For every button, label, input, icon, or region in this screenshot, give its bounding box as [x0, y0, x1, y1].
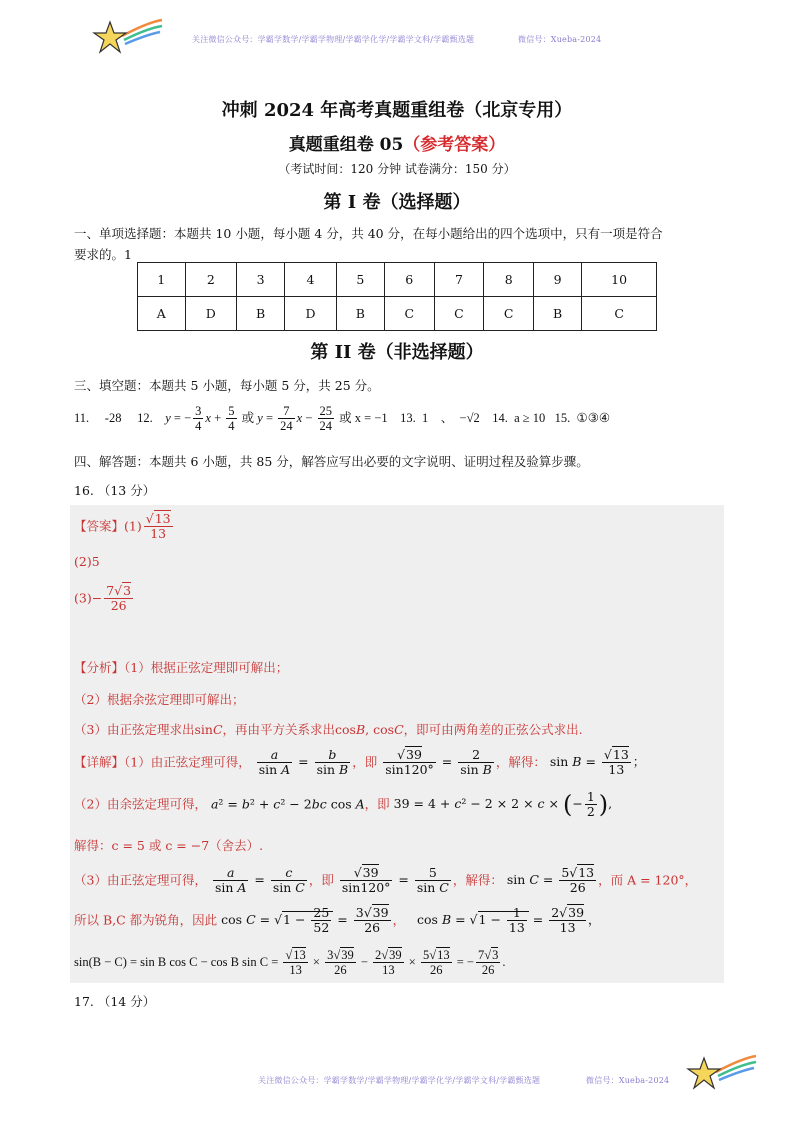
- table-cell: 8: [484, 263, 534, 297]
- q12-or-1: 或: [241, 410, 255, 425]
- solve-intro: 四、解答题：本题共 6 小题，共 85 分，解答应写出必要的文字说明、证明过程及验算步骤。: [74, 454, 589, 469]
- document-subtitle: [0, 130, 794, 155]
- footer-wechat-id: 微信号：Xueba-2024: [586, 1076, 670, 1085]
- q11-answer: -28: [104, 410, 122, 425]
- table-cell: 1: [138, 263, 186, 297]
- q12-line2: y = $\frac{7}{24}$ x − $\frac{25}{24}$: [257, 404, 333, 434]
- table-cell: 9: [534, 263, 582, 297]
- q14-answer: a ≥ 10: [514, 410, 546, 425]
- table-cell: 10: [582, 263, 657, 297]
- analysis-line2: （2）根据余弦定理即可解出；: [74, 692, 245, 707]
- q16-answer-1: 【答案】(1) $\frac{√13}{13}$: [74, 511, 171, 542]
- q13-number: 13.: [400, 410, 416, 425]
- detail3-part-a: （3）由正弦定理可得，: [74, 872, 207, 888]
- analysis3-part-a: （3）由正弦定理求出: [74, 722, 195, 737]
- detail4-part-b: ，: [392, 912, 406, 928]
- analysis3-part-c: ，即可由两角差的正弦公式求出.: [403, 722, 583, 737]
- table-cell: 2: [185, 263, 237, 297]
- table-cell: D: [185, 297, 237, 331]
- table-cell: D: [285, 297, 337, 331]
- analysis-line3: （3）由正弦定理求出sinC，再由平方关系求出cosB, cosC，即可由两角差的正弦公式求出.: [74, 722, 583, 737]
- q12-line3: x = −1: [354, 410, 388, 425]
- table-cell: C: [384, 297, 434, 331]
- table-cell: 4: [285, 263, 337, 297]
- star-logo-icon: [92, 16, 164, 58]
- q16-answer-2: (2)5: [74, 554, 100, 569]
- detail-tag: 【详解】: [74, 754, 125, 770]
- table-cell: 7: [434, 263, 484, 297]
- detail-line2: （2）由余弦定理可得， a² = b² + c² − 2bc cos A，即 39 = 4 + c² − 2 × 2 × c × (− $\frac{1}{2}$ ),: [74, 789, 613, 820]
- subtitle-answer-tag: （参考答案）: [403, 135, 506, 155]
- table-cell: 3: [237, 263, 285, 297]
- answer-table-answer-row: [138, 297, 657, 331]
- detail-line3: （3）由正弦定理可得， $\frac{a}{\text{sin A}}$ = $\frac{c}{\text{sin C}}$ ，即 $\frac{√39}{\sin 120^\circ}$ = $\frac{5}{\text{sin C}}$ ，解得： sin C = $\frac{5√13}{26}$ ，而 A = 120°，: [74, 865, 698, 896]
- q15-number: 15.: [554, 410, 571, 425]
- answer-tag: 【答案】: [74, 518, 125, 534]
- header-public-account: 关注微信公众号：学霸学数学/学霸学物理/学霸学化学/学霸学文科/学霸甄选题: [192, 35, 475, 44]
- table-cell: C: [484, 297, 534, 331]
- footer-public-account: 关注微信公众号：学霸学数学/学霸学物理/学霸学化学/学霸学文科/学霸甄选题: [258, 1076, 541, 1085]
- analysis3-part-b: ，再由平方关系求出: [222, 722, 336, 737]
- analysis-line1: [74, 658, 288, 676]
- detail1-part-c: ，解得：: [495, 754, 546, 770]
- exam-info: （考试时间：120 分钟 试卷满分：150 分）: [278, 162, 516, 176]
- fill-in-intro: 三、填空题：本题共 5 小题，每小题 5 分，共 25 分。: [74, 378, 380, 393]
- detail-line4: 所以 B,C 都为锐角，因此 cos C = √1 − $\frac{25}{52}$ = $\frac{3√39}{26}$ ， cos B = √1 − $\frac{1}{13}$ = $\frac{2√39}{13}$ ，: [74, 905, 601, 936]
- answer-part1-label: (1): [124, 518, 142, 534]
- detail-final-line: sin(B − C) = sin B cos C − cos B sin C = $\frac{√13}{13}$ × $\frac{3√39}{26}$ − $\frac{2√39}{13}$ × $\frac{5√13}{26}$ = − $\frac{7√3}{26}$ .: [74, 948, 506, 978]
- q16-answer-3: (3)− $\frac{7√3}{26}$: [74, 583, 132, 614]
- header-wechat-id: 微信号：Xueba-2024: [518, 35, 602, 44]
- q12-number: 12.: [137, 410, 153, 425]
- analysis-text1: （1）根据正弦定理即可解出；: [124, 660, 289, 675]
- q15-answer: ①③④: [576, 410, 611, 425]
- answer-part3-label: (3): [74, 590, 92, 606]
- star-logo-icon: [686, 1052, 758, 1094]
- detail4-part-a: 所以 B,C 都为锐角，因此: [74, 912, 218, 928]
- table-cell: 5: [336, 263, 384, 297]
- q13-answer-b: −√2: [459, 410, 480, 425]
- q11-number: 11.: [74, 410, 90, 425]
- fill-in-answers: [74, 404, 610, 434]
- detail2-part-a: （2）由余弦定理可得，: [74, 796, 207, 812]
- answer-table-number-row: [138, 263, 657, 297]
- q16-label: 16. （13 分）: [74, 483, 156, 498]
- part1-heading: 第 I 卷（选择题）: [323, 192, 471, 213]
- q13-separator: 、: [440, 410, 454, 425]
- table-cell: B: [534, 297, 582, 331]
- q14-number: 14.: [492, 410, 508, 425]
- part2-heading: 第 II 卷（非选择题）: [310, 342, 484, 363]
- part1-intro-line1: 一、单项选择题：本题共 10 小题，每小题 4 分，共 40 分，在每小题给出的四个选项中，只有一项是符合: [74, 226, 663, 241]
- part1-intro-line2: 要求的。1: [74, 247, 132, 262]
- final-expression: sin(B − C) = sin B cos C − cos B sin C: [74, 954, 269, 969]
- subtitle-main: 真题重组卷 05: [288, 135, 404, 155]
- table-cell: C: [582, 297, 657, 331]
- q12-or-2: 或: [339, 410, 352, 425]
- table-cell: C: [434, 297, 484, 331]
- analysis-tag: 【分析】: [74, 660, 125, 675]
- table-cell: 6: [384, 263, 434, 297]
- detail2-part-b: ，即: [364, 796, 390, 812]
- detail3-part-b: ，即: [308, 872, 334, 888]
- detail1-part-a: （1）由正弦定理可得，: [124, 754, 251, 770]
- detail3-part-c: ，解得：: [452, 872, 503, 888]
- detail-line1: 【详解】（1）由正弦定理可得， $\frac{a}{\text{sin A}}$ = $\frac{b}{\text{sin B}}$ ，即 $\frac{√39}{\sin 120^\circ}$ = $\frac{2}{\text{sin B}}$ ，解得： sin B = $\frac{√13}{13}$ ；: [74, 747, 646, 778]
- q13-answer-a: 1: [422, 410, 429, 425]
- q12-line1: y = − $\frac{3}{4}$ x + $\frac{5}{4}$: [165, 404, 235, 434]
- detail-line2-result: 解得：c = 5 或 c = −7（舍去）.: [74, 838, 264, 853]
- detail1-part-b: ，即: [352, 754, 378, 770]
- table-cell: A: [138, 297, 186, 331]
- q17-label: 17. （14 分）: [74, 994, 156, 1009]
- document-title: 冲刺 2024 年高考真题重组卷（北京专用）: [221, 100, 573, 121]
- detail3-part-d: ，而 A = 120°，: [598, 872, 698, 888]
- table-cell: B: [336, 297, 384, 331]
- answer-table: [137, 262, 657, 331]
- table-cell: B: [237, 297, 285, 331]
